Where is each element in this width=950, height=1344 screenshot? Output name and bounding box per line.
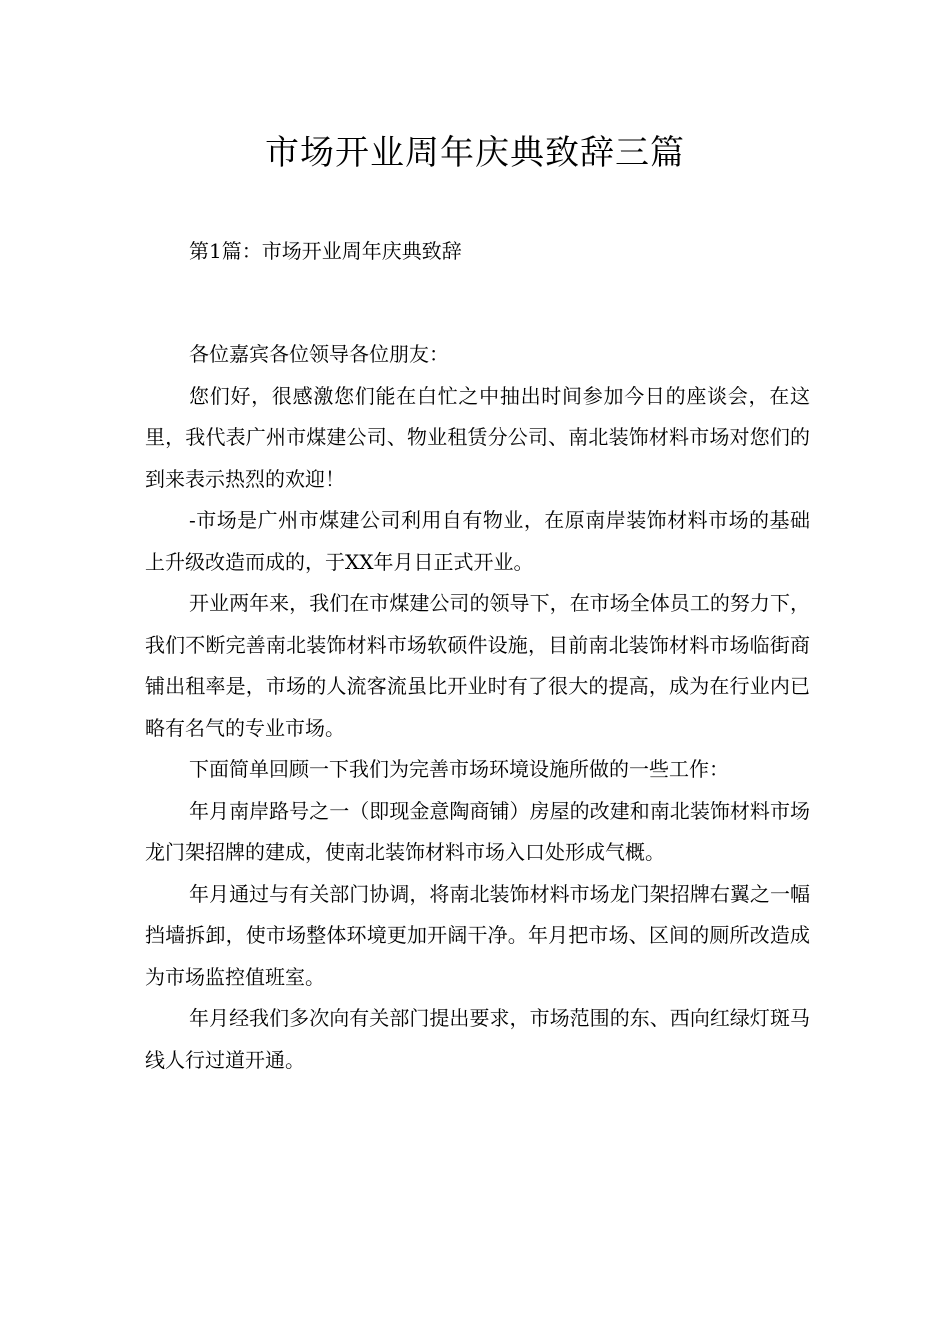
section-heading: 第1篇：市场开业周年庆典致辞 [189,239,462,263]
paragraph: 您们好，很感激您们能在白忙之中抽出时间参加今日的座谈会，在这里，我代表广州市煤建公司、物业租赁分公司、南北装饰材料市场对您们的到来表示热烈的欢迎！ [145,383,810,491]
paragraph: 年月通过与有关部门协调，将南北装饰材料市场龙门架招牌右翼之一幅挡墙拆卸，使市场整体环境更加开阔干净。年月把市场、区间的厕所改造成为市场监控值班室。 [145,881,810,989]
paragraph-salutation: 各位嘉宾各位领导各位朋友： [189,342,449,366]
paragraph: -市场是广州市煤建公司利用自有物业，在原南岸装饰材料市场的基础上升级改造而成的，于XX年月日正式开业。 [145,508,810,574]
paragraph: 年月南岸路号之一（即现金意陶商铺）房屋的改建和南北装饰材料市场龙门架招牌的建成，使南北装饰材料市场入口处形成气概。 [145,798,810,864]
paragraph: 下面简单回顾一下我们为完善市场环境设施所做的一些工作： [189,757,729,781]
document-body [145,334,810,1081]
paragraph: 开业两年来，我们在市煤建公司的领导下，在市场全体员工的努力下，我们不断完善南北装饰材料市场软硕件设施，目前南北装饰材料市场临街商铺出租率是，市场的人流客流虽比开业时有了很大的提高，成为在行业内已略有名气的专业市场。 [145,591,810,740]
document-title: 市场开业周年庆典致辞三篇 [265,133,685,173]
paragraph: 年月经我们多次向有关部门提出要求，市场范围的东、西向红绿灯斑马线人行过道开通。 [145,1006,810,1072]
